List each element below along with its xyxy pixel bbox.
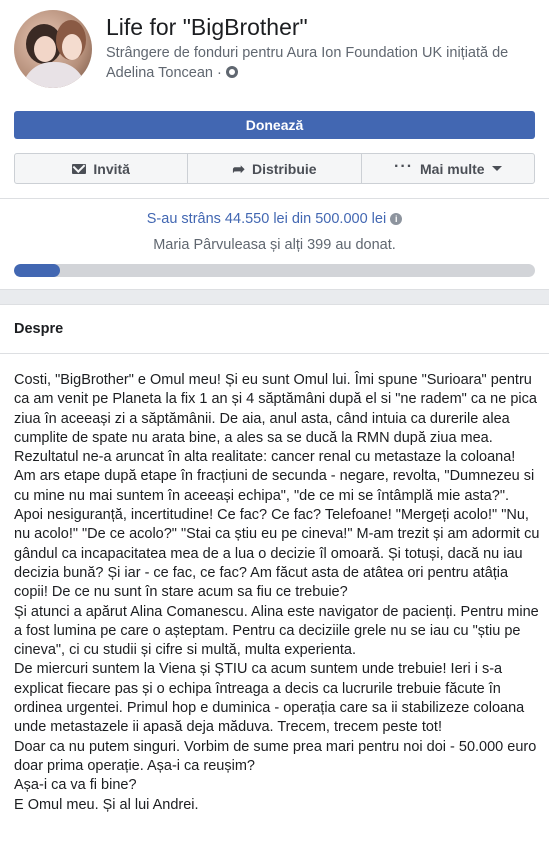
action-bar xyxy=(14,153,535,184)
avatar-face-right xyxy=(62,34,82,60)
fundraiser-subtitle xyxy=(106,43,536,83)
globe-icon xyxy=(226,66,238,78)
story-paragraph: Costi, "BigBrother" e Omul meu! Și eu sunt Omul lui. Îmi spune "Surioara" pentru ca am venit pe Planeta la fix 1 an și 4 săptămâni după el si "ne radem" ca ne pica ziua în aceeași zi a săptămânii. De aia, anul asta, când intuia ca durerile alea cumplite de spate nu arata bine, a ales sa se ducă la RMN după ziua mea. Rezultatul ne-a aruncat în alta realitate: cancer renal cu metastaze la coloana! Am ars etape după etape în fracțiuni de secunda - negare, revolta, "Dumnezeu si cu mine nu mai suntem în aceeași echipa", "de ce mi se întâmplă mie asta?". Apoi nesiguranță, incertitudine! Ce fac? Ce fac? Telefoane! "Mergeți acolo!" "Nu, nu acolo!" "De ce acolo?" "Stai ca știu eu pe cineva!" M-am trezit și am adormit cu gândul ca incapacitatea mea de a lua o decizie îl omoară. Și totuși, dacă nu iau decizia bună? Și iar - ce fac, ce fac? Am făcut asta de atâtea ori pentru atâția copii! De ce nu sunt în stare acum sa fiu ce trebuie? xyxy=(14,372,540,601)
envelope-icon xyxy=(72,164,86,174)
donate-button[interactable]: Donează xyxy=(14,111,535,139)
share-button[interactable] xyxy=(188,154,361,183)
avatar-body xyxy=(22,62,86,88)
section-gap xyxy=(0,289,549,305)
share-label: Distribuie xyxy=(251,160,317,177)
story-paragraph: De miercuri suntem la Viena și ȘTIU ca acum suntem unde trebuie! Ieri i s-a explicat fiecare pas și o echipa întreaga a decis ca lucrurile trebuie făcute în ordinea urgentei. Primul hop e duminica - operația care sa ii stabilizeze coloana unde metastazele ii apasă deja măduva. Trecem, trecem peste tot! xyxy=(14,661,525,736)
more-button[interactable] xyxy=(362,154,534,183)
fundraiser-header xyxy=(0,0,549,98)
chevron-down-icon xyxy=(492,166,502,171)
invite-button[interactable] xyxy=(15,154,188,183)
more-dots-icon: ··· xyxy=(394,157,414,175)
fundraiser-avatar[interactable] xyxy=(14,10,92,88)
info-icon[interactable]: i xyxy=(390,213,402,225)
about-heading: Despre xyxy=(14,321,64,337)
subtitle-text: Strângere de fonduri pentru Aura Ion Foundation UK inițiată de Adelina Toncean · xyxy=(106,45,509,81)
story-paragraph: Doar ca nu putem singuri. Vorbim de sume prea mari pentru noi doi - 50.000 euro doar prima operație. Așa-i ca reușim? xyxy=(14,738,537,774)
share-arrow-icon: ➦ xyxy=(232,160,245,178)
divider xyxy=(0,353,549,354)
avatar-face-left xyxy=(34,36,56,62)
story-paragraph: E Omul meu. Și al lui Andrei. xyxy=(14,796,199,813)
invite-label: Invită xyxy=(93,160,130,177)
story-text xyxy=(14,371,540,815)
amount-raised xyxy=(0,211,549,227)
progress-fill xyxy=(14,264,60,277)
progress-bar xyxy=(14,264,535,277)
divider xyxy=(0,198,549,199)
fundraiser-title: Life for "BigBrother" xyxy=(106,14,308,40)
donors-summary[interactable]: Maria Pârvuleasa și alți 399 au donat. xyxy=(153,237,396,253)
story-paragraph: Așa-i ca va fi bine? xyxy=(14,777,137,794)
more-label: Mai multe xyxy=(420,160,485,177)
amount-raised-text: S-au strâns 44.550 lei din 500.000 lei xyxy=(146,211,391,227)
story-paragraph: Și atunci a apărut Alina Comanescu. Alina este navigator de pacienți. Pentru mine a fost lumina pe care o așteptam. Pentru ca deciziile grele nu se iau cu "știu pe cineva", ci cu studii și cifre si multă, multa experienta. xyxy=(14,603,539,659)
